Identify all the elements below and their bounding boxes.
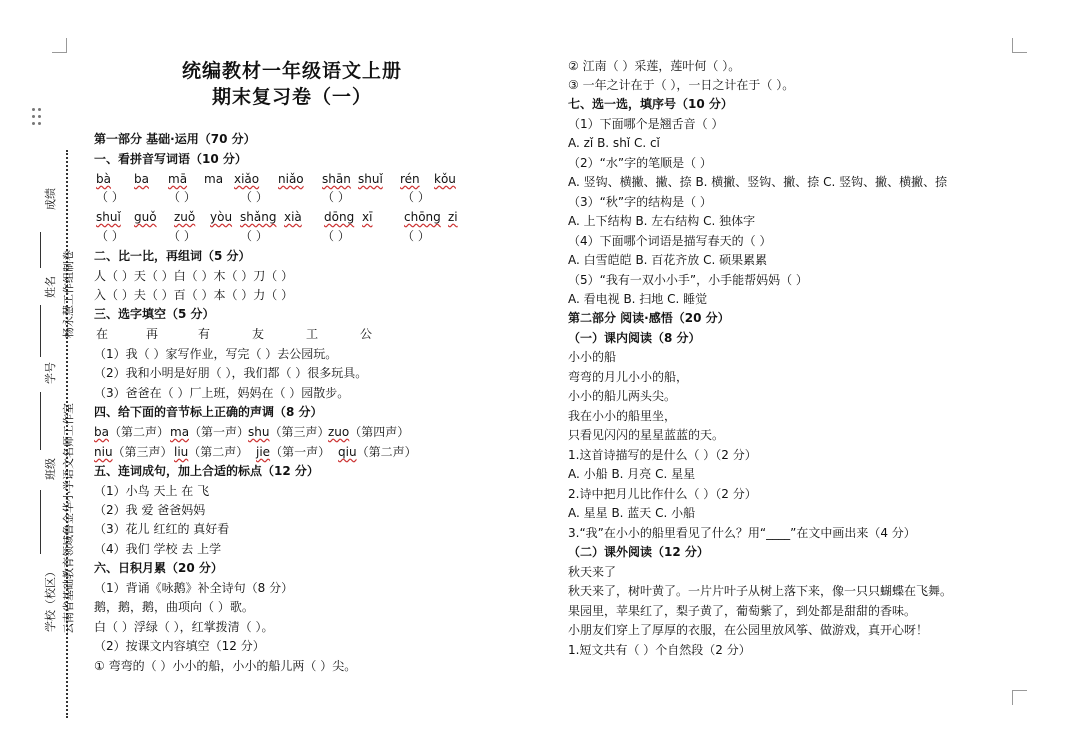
score-label: 成绩 [44, 188, 57, 210]
poem-p1: 弯弯的月儿小小的船， [568, 370, 689, 384]
section7-heading: 七、选一选，填序号（10 分） [568, 97, 733, 111]
answer-blank[interactable]: （ ） [322, 190, 350, 204]
select-q1: （1）下面哪个是翘舌音（ ） [568, 117, 724, 131]
fill-q2: （2）我和小明是好朋（ ），我们都（ ）很多玩具。 [94, 366, 368, 380]
tone-hint: （第一声） [270, 445, 331, 459]
choice-char: 在 [96, 327, 109, 341]
pinyin: zi [448, 210, 458, 224]
choice-char: 工 [306, 327, 319, 341]
answer-blank[interactable]: （ ） [96, 229, 124, 243]
credit-studio: 云南省基础教育领域鲁金华小学语文名师工作室 [62, 403, 75, 634]
pinyin: xī [362, 210, 373, 224]
syllable: niu [94, 445, 113, 459]
text-fill-2: ② 江南（ ）采莲，莲叶何（ ）。 [568, 59, 741, 73]
exam-title-line1: 统编教材一年级语文上册 [182, 60, 403, 82]
syllable: liu [174, 445, 189, 459]
sentence-q1: （1）小鸟 天上 在 飞 [94, 484, 210, 498]
syllable: jie [256, 445, 271, 459]
pinyin: yòu [210, 210, 233, 224]
pinyin: kǒu [434, 172, 456, 186]
pinyin: guǒ [134, 210, 157, 224]
answer-blank[interactable]: （ ） [168, 190, 196, 204]
section5-heading: 五、连词成句，加上合适的标点（12 分） [94, 464, 319, 478]
reading2-title: 秋天来了 [568, 565, 617, 579]
reading1-q1: 1.这首诗描写的是什么（ ）（2 分） [568, 448, 757, 462]
reading1-q1-options: A. 小船 B. 月亮 C. 星星 [568, 467, 696, 481]
syllable: qiu [338, 445, 357, 459]
credit-workgroup: 杨永慧工作组制卷 [62, 250, 75, 338]
name-label: 姓名 [44, 276, 57, 298]
drag-handle-icon[interactable] [32, 108, 42, 126]
answer-blank[interactable]: （ ） [168, 229, 196, 243]
answer-row-1[interactable] [96, 189, 472, 205]
section4-heading: 四、给下面的音节标上正确的声调（8 分） [94, 405, 323, 419]
poem-line-1: 鹅，鹅，鹅，曲项向（ ）歌。 [94, 600, 254, 614]
choice-char: 有 [198, 327, 211, 341]
choice-chars [96, 326, 380, 342]
fill-q1: （1）我（ ）家写作业，写完（ ）去公园玩。 [94, 347, 338, 361]
select-q3-options: A. 上下结构 B. 左右结构 C. 独体字 [568, 214, 756, 228]
tone-hint: （第三声） [112, 445, 173, 459]
tone-hint: （第二声） [108, 425, 169, 439]
reading1-q3: 3.“我”在小小的船里看见了什么？用“____”在文中画出来（4 分） [568, 526, 916, 540]
select-q2-options: A. 竖钩、横撇、撇、捺 B. 横撇、竖钩、撇、捺 C. 竖钩、撇、横撇、捺 [568, 175, 948, 189]
pinyin: shuǐ [96, 210, 121, 224]
pinyin: bà [96, 172, 111, 186]
poem-p3: 我在小小的船里坐， [568, 409, 677, 423]
choice-char: 公 [360, 327, 373, 341]
fill-q3: （3）爸爸在（ ）厂上班，妈妈在（ ）园散步。 [94, 386, 350, 400]
answer-blank[interactable]: （ ） [240, 229, 268, 243]
reading2-heading: （二）课外阅读（12 分） [568, 545, 709, 559]
exam-title-line2: 期末复习卷（一） [212, 86, 373, 108]
part2-heading: 第二部分 阅读·感悟（20 分） [568, 311, 730, 325]
section6-heading: 六、日积月累（20 分） [94, 561, 223, 575]
pinyin: rén [400, 172, 420, 186]
select-q1-options: A. zǐ B. shǐ C. cǐ [568, 136, 660, 150]
pinyin-row-1 [96, 171, 456, 187]
syllable: ma [170, 425, 190, 439]
poem-line-2: 白（ ）浮绿（ ），红掌拨清（ ）。 [94, 620, 274, 634]
syllable: shu [248, 425, 270, 439]
pinyin: dōng [324, 210, 355, 224]
pinyin: xiǎo [234, 172, 260, 186]
answer-blank[interactable]: （ ） [402, 229, 430, 243]
class-label: 班级 [44, 458, 57, 480]
answer-row-2[interactable] [96, 228, 472, 244]
pinyin: shǎng [240, 210, 277, 224]
pinyin: zuǒ [174, 210, 196, 224]
pinyin: niǎo [278, 172, 304, 186]
poem-p2: 小小的船儿两头尖。 [568, 389, 677, 403]
tone-hint: （第四声） [349, 425, 410, 439]
reading1-title: 小小的船 [568, 350, 617, 364]
pinyin: shuǐ [358, 172, 383, 186]
select-q3: （3）“秋”字的结构是（ ） [568, 195, 712, 209]
recite-q1: （1）背诵《咏鹅》补全诗句（8 分） [94, 581, 294, 595]
text-fill-3: ③ 一年之计在于（ ），一日之计在于（ ）。 [568, 78, 795, 92]
crop-mark-top-left [52, 38, 67, 53]
reading1-heading: （一）课内阅读（8 分） [568, 331, 701, 345]
answer-blank[interactable]: （ ） [240, 190, 268, 204]
choice-char: 友 [252, 327, 265, 341]
pinyin: ma [204, 172, 224, 186]
tone-hint: （第二声） [356, 445, 417, 459]
tone-line-1 [94, 424, 409, 440]
essay-p3: 小朋友们穿上了厚厚的衣服，在公园里放风筝、做游戏，真开心呀！ [568, 623, 929, 637]
compare-line-1: 人（ ）天（ ）白（ ）木（ ）刀（ ） [94, 269, 294, 283]
pinyin-row-2 [96, 209, 468, 225]
tone-hint: （第一声） [189, 425, 250, 439]
answer-blank[interactable]: （ ） [322, 229, 350, 243]
select-q2: （2）“水”字的笔顺是（ ） [568, 156, 712, 170]
reading2-q1: 1.短文共有（ ）个自然段（2 分） [568, 643, 751, 657]
choice-char: 再 [146, 327, 159, 341]
student-id-label: 学号 [44, 362, 57, 384]
section3-heading: 三、选字填空（5 分） [94, 307, 215, 321]
crop-mark-bottom-right [1012, 690, 1027, 705]
sentence-q2: （2）我 爱 爸爸妈妈 [94, 503, 206, 517]
tone-line-2 [94, 444, 417, 460]
recite-q2: （2）按课文内容填空（12 分） [94, 639, 265, 653]
select-q4: （4）下面哪个词语是描写春天的（ ） [568, 234, 772, 248]
select-q5: （5）“我有一双小小手”，小手能帮妈妈（ ） [568, 273, 808, 287]
pinyin: ba [134, 172, 149, 186]
pinyin: chōng [404, 210, 441, 224]
text-fill-1: ① 弯弯的（ ）小小的船，小小的船儿两（ ）尖。 [94, 659, 357, 673]
syllable: ba [94, 425, 109, 439]
part1-heading: 第一部分 基础·运用（70 分） [94, 132, 256, 146]
pinyin: mā [168, 172, 188, 186]
answer-blank[interactable]: （ ） [96, 190, 124, 204]
school-label: 学校（校区） [44, 566, 57, 632]
essay-p2: 果园里，苹果红了，梨子黄了，葡萄紫了，到处都是甜甜的香味。 [568, 604, 917, 618]
select-q5-options: A. 看电视 B. 扫地 C. 睡觉 [568, 292, 708, 306]
essay-p1: 秋天来了，树叶黄了。一片片叶子从树上落下来，像一只只蝴蝶在飞舞。 [568, 584, 953, 598]
section1-heading: 一、看拼音写词语（10 分） [94, 152, 247, 166]
crop-mark-top-right [1012, 38, 1027, 53]
sentence-q4: （4）我们 学校 去 上学 [94, 542, 222, 556]
answer-blank[interactable]: （ ） [402, 190, 430, 204]
tone-hint: （第二声） [188, 445, 249, 459]
syllable: zuo [328, 425, 350, 439]
reading1-q2-options: A. 星星 B. 蓝天 C. 小船 [568, 506, 696, 520]
tone-hint: （第三声） [269, 425, 330, 439]
poem-p4: 只看见闪闪的星星蓝蓝的天。 [568, 428, 725, 442]
select-q4-options: A. 白雪皑皑 B. 百花齐放 C. 硕果累累 [568, 253, 768, 267]
sentence-q3: （3）花儿 红红的 真好看 [94, 522, 230, 536]
pinyin: shān [322, 172, 351, 186]
section2-heading: 二、比一比，再组词（5 分） [94, 249, 251, 263]
reading1-q2: 2.诗中把月儿比作什么（ ）（2 分） [568, 487, 757, 501]
compare-line-2: 入（ ）夫（ ）百（ ）本（ ）力（ ） [94, 288, 294, 302]
pinyin: xià [284, 210, 302, 224]
